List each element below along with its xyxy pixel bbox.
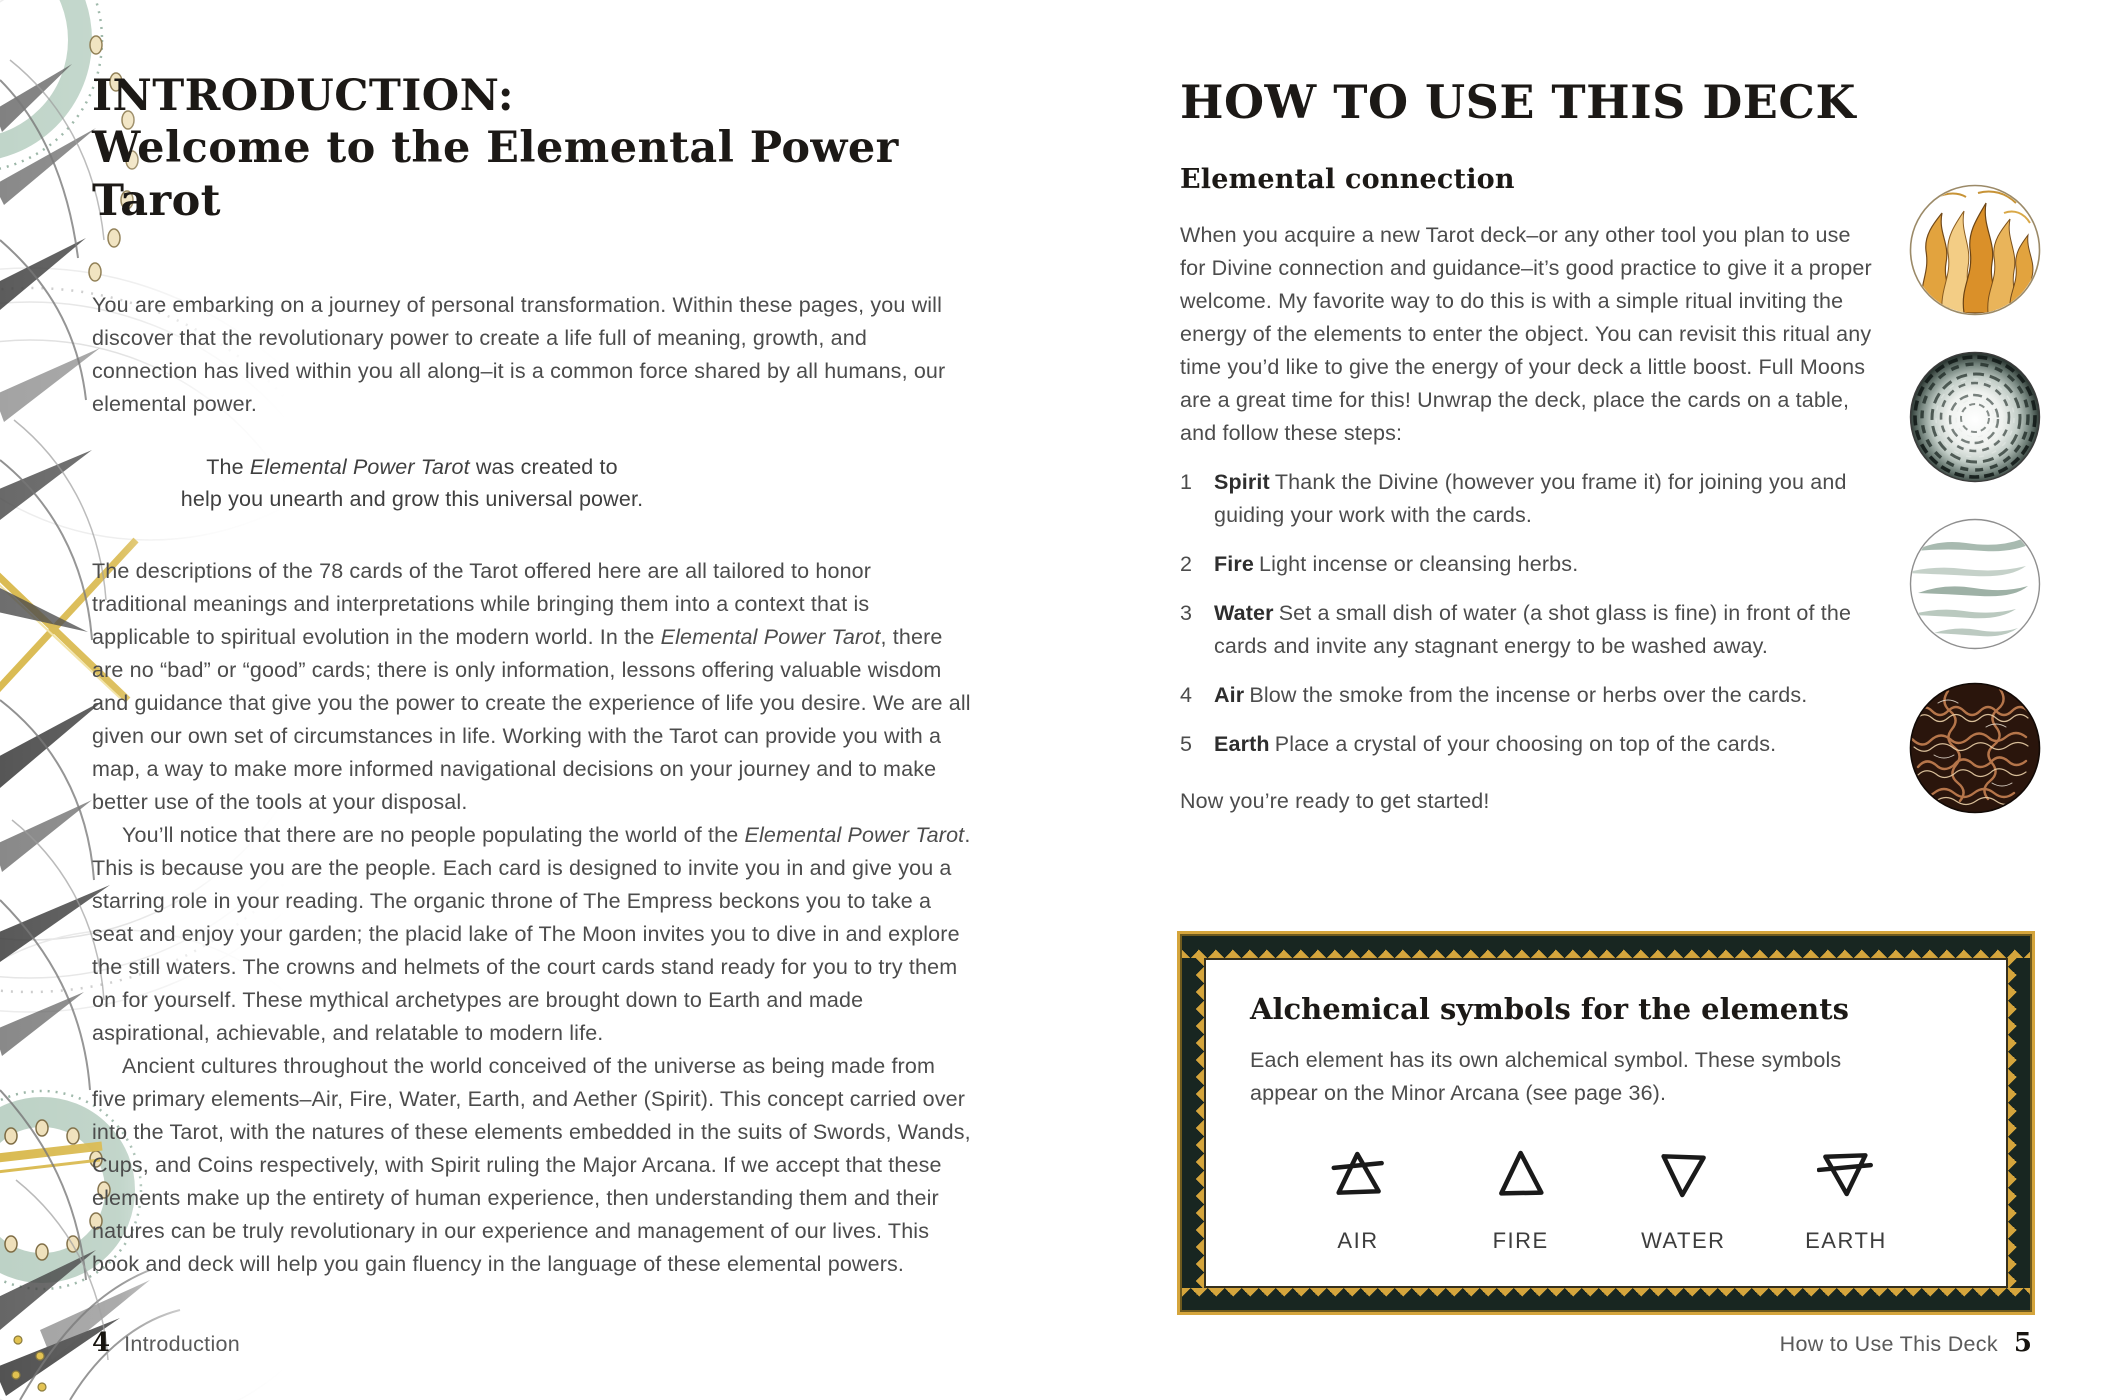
step-label: Water [1214, 601, 1274, 626]
ritual-step-4 [1180, 679, 1880, 712]
step-number: 1 [1180, 470, 1192, 495]
step-label: Air [1214, 683, 1245, 708]
earth-symbol-icon [1817, 1146, 1875, 1204]
introduction-title [92, 70, 972, 227]
alchemy-symbol-water [1627, 1146, 1739, 1254]
right-page [1180, 75, 1880, 818]
box-border-top [1182, 936, 2030, 958]
alchemical-symbols-box [1180, 934, 2032, 1312]
step-text: Air Blow the smoke from the incense or herbs over the cards. [1214, 683, 1808, 708]
water-spiral-circle-image [1908, 350, 2042, 484]
ritual-step-3 [1180, 597, 1880, 663]
earth-texture-circle-image [1908, 681, 2042, 815]
body-paragraph-2: The descriptions of the 78 cards of the Tarot offered here are all tailored to honor traditional meanings and interpretations while bringing them into a context that is applicable to spiritual evolution in the modern world. In the Elemental Power Tarot, there are no “bad” or “good” cards; there is only information, lessons offering valuable wisdom and guidance that give you the power to create the experience of life you desire. We are all given our own set of circumstances in life. Working with the Tarot can provide you with a map, a way to make more informed navigational decisions on your journey and to make better use of the tools at your disposal. [92, 559, 971, 815]
howto-title: HOW TO USE THIS DECK [1180, 75, 1856, 129]
step-label: Earth [1214, 732, 1270, 757]
air-symbol-icon [1329, 1146, 1387, 1204]
alchemical-symbols-content [1204, 958, 2008, 1288]
body-paragraph-4: Ancient cultures throughout the world conceived of the universe as being made from five primary elements–Air, Fire, Water, Earth, and Aether (Spirit). This concept carried over into the Tarot, with the natures of these elements embedded in the suits of Swords, Wands, Cups, and Coins respectively, with Spirit ruling the Major Arcana. If we accept that these elements make up the entirety of human experience, then understanding them and their natures can be truly revolutionary in our experience and management of our lives. This book and deck will help you gain fluency in the language of these elemental powers. [92, 1054, 971, 1277]
elemental-connection-heading: Elemental connection [1180, 164, 1515, 196]
introduction-title-line1: INTRODUCTION: [92, 71, 515, 121]
howto-intro-paragraph: When you acquire a new Tarot deck–or any other tool you plan to use for Divine connection and guidance–it’s good practice to give it a proper welcome. My favorite way to do this is with a simple ritual inviting the energy of the elements to enter the object. You can revisit this ritual any time you’d like to give the energy of your deck a little boost. Full Moons are a great time for this! Unwrap the deck, place the cards on a table, and follow these steps: [1180, 223, 1872, 446]
alchemy-symbol-air [1302, 1146, 1414, 1254]
step-number: 5 [1180, 732, 1192, 757]
step-text: Earth Place a crystal of your choosing on top of the cards. [1214, 732, 1777, 757]
symbol-label-water: WATER [1641, 1228, 1726, 1253]
fire-circle-image [1908, 183, 2042, 317]
box-border-left [1182, 958, 1204, 1288]
alchemy-symbol-earth [1790, 1146, 1902, 1254]
ritual-step-1 [1180, 466, 1880, 532]
water-symbol-icon [1654, 1146, 1712, 1204]
body-paragraph-3: You’ll notice that there are no people populating the world of the Elemental Power Tarot. This is because you are the people. Each card is designed to invite you in and give you a starring role in your reading. The organic throne of The Empress beckons you to take a seat and enjoy your garden; the placid lake of The Moon invites you to dive in and explore the still waters. The crowns and helmets of the court cards stand ready for you to try them on for yourself. These mythical archetypes are brought down to Earth and made aspirational, achievable, and relatable to modern life. [92, 823, 971, 1046]
ritual-steps-list [1180, 466, 1880, 761]
symbol-label-fire: FIRE [1492, 1228, 1549, 1253]
step-text: Spirit Thank the Divine (however you frame it) for joining you and guiding your work with the cards. [1214, 470, 1847, 528]
left-page-footer [92, 1328, 240, 1358]
callout-text: The Elemental Power Tarot was created to help you unearth and grow this universal power. [180, 455, 644, 512]
symbol-label-earth: EARTH [1805, 1228, 1887, 1253]
box-border-right [2008, 958, 2030, 1288]
ritual-step-5 [1180, 728, 1880, 761]
ready-text: Now you’re ready to get started! [1180, 789, 1490, 814]
ritual-step-2 [1180, 548, 1880, 581]
page-number-right: 5 [2013, 1328, 2032, 1358]
alchemy-box-title: Alchemical symbols for the elements [1250, 992, 1849, 1026]
page-number-left: 4 [92, 1328, 111, 1358]
step-text: Fire Light incense or cleansing herbs. [1214, 552, 1579, 577]
alchemy-box-body: Each element has its own alchemical symbol. These symbols appear on the Minor Arcana (see page 36). [1250, 1048, 1842, 1105]
fire-symbol-icon [1492, 1146, 1550, 1204]
left-footer-label: Introduction [124, 1332, 241, 1356]
introduction-title-line2: Welcome to the Elemental Power Tarot [92, 123, 899, 226]
symbol-label-air: AIR [1337, 1228, 1379, 1253]
step-label: Fire [1214, 552, 1255, 577]
right-page-footer [1180, 1328, 2032, 1358]
step-number: 3 [1180, 601, 1192, 626]
step-number: 2 [1180, 552, 1192, 577]
air-clouds-circle-image [1908, 517, 2042, 651]
step-label: Spirit [1214, 470, 1270, 495]
step-number: 4 [1180, 683, 1192, 708]
intro-paragraph: You are embarking on a journey of personal transformation. Within these pages, you will discover that the revolutionary power to create a life full of meaning, growth, and connection has lived within you all along–it is a common force shared by all humans, our elemental power. [92, 293, 946, 417]
alchemy-symbol-fire [1465, 1146, 1577, 1254]
right-footer-label: How to Use This Deck [1779, 1332, 1998, 1356]
left-page [92, 70, 972, 1281]
box-border-bottom [1182, 1288, 2030, 1310]
step-text: Water Set a small dish of water (a shot glass is fine) in front of the cards and invite any stagnant energy to be washed away. [1214, 601, 1852, 659]
alchemy-symbols-row [1302, 1146, 1902, 1254]
